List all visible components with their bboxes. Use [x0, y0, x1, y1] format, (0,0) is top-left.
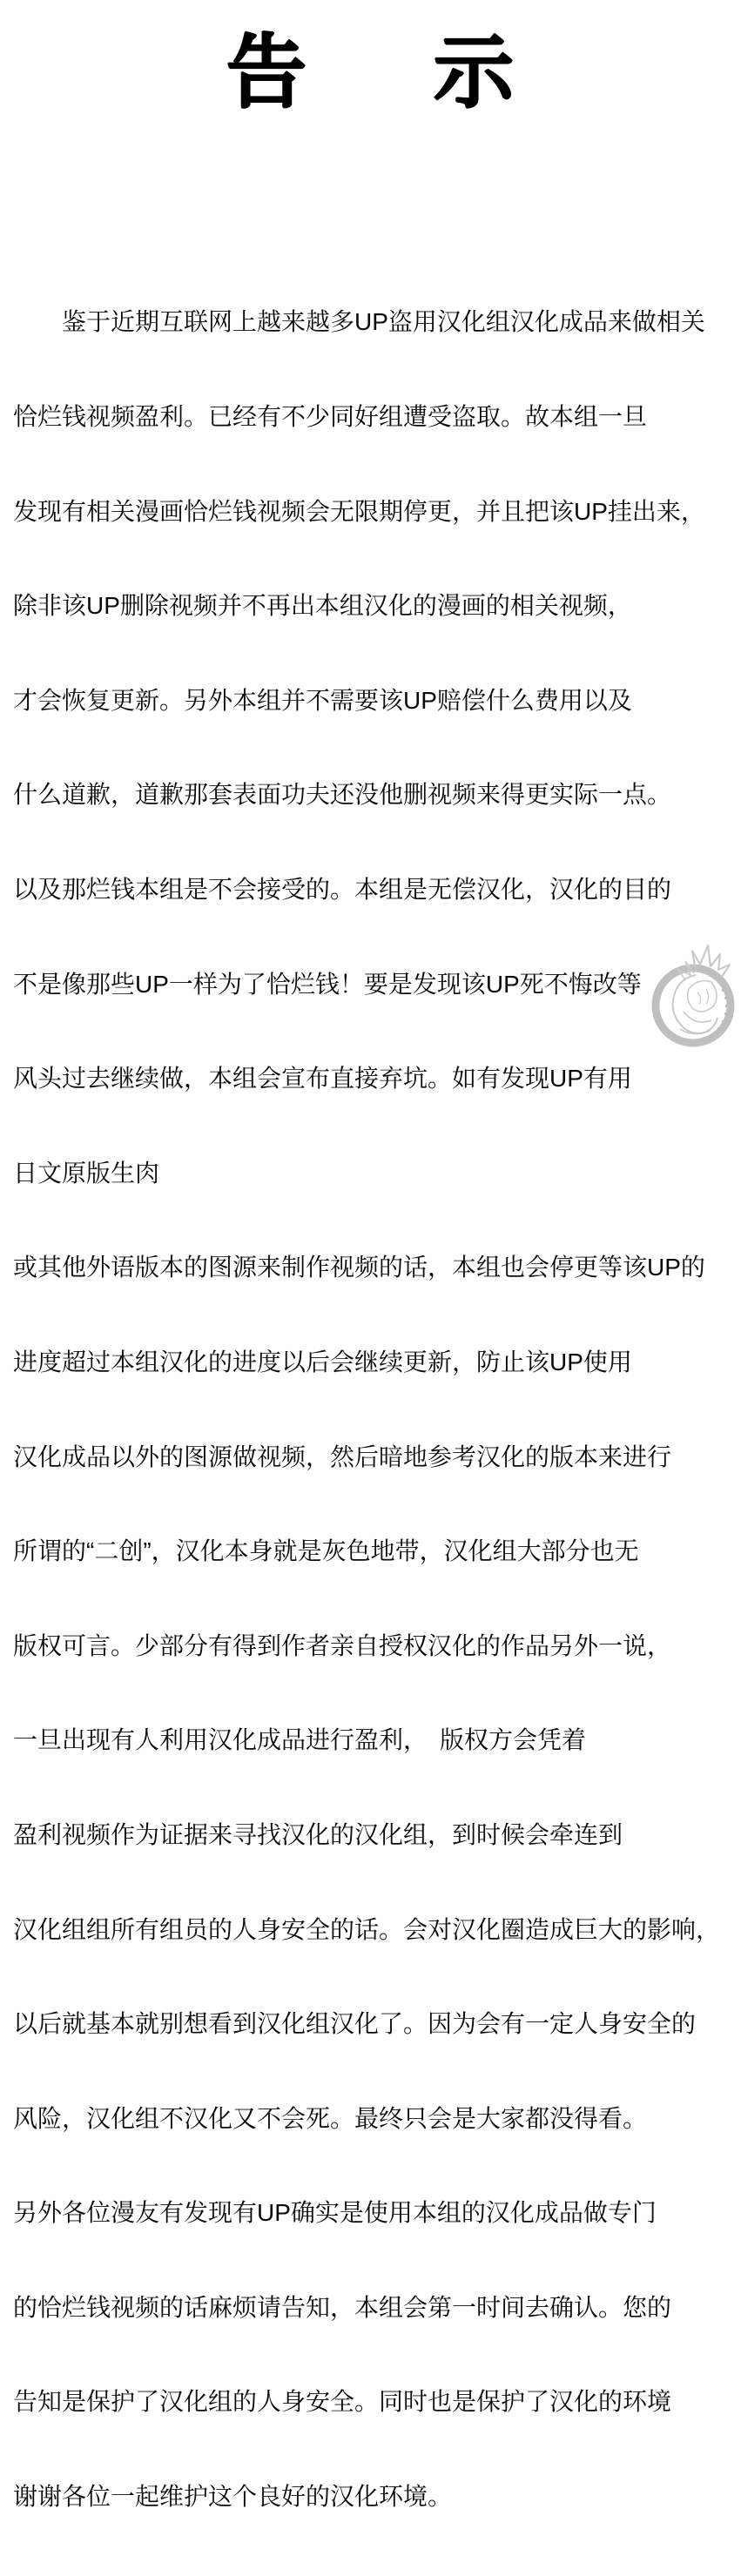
notice-line: 日文原版生肉	[13, 1159, 160, 1187]
notice-line: 恰烂钱视频盈利。已经有不少同好组遭受盗取。故本组一旦	[13, 403, 648, 430]
notice-line: 发现有相关漫画恰烂钱视频会无限期停更，并且把该UP挂出来，	[13, 497, 705, 525]
title-char-left: 告	[226, 29, 307, 118]
notice-line: 谢谢各位一起维护这个良好的汉化环境。	[13, 2483, 453, 2511]
notice-line: 不是像那些UP一样为了恰烂钱！要是发现该UP死不悔改等	[13, 970, 642, 998]
notice-line: 以后就基本就别想看到汉化组汉化了。因为会有一定人身安全的	[13, 2010, 697, 2038]
notice-line: 才会恢复更新。另外本组并不需要该UP赔偿什么费用以及	[13, 686, 632, 714]
notice-line: 风头过去继续做，本组会宣布直接弃坑。如有发现UP有用	[13, 1065, 632, 1093]
notice-line: 一旦出现有人利用汉化成品进行盈利， 版权方会凭着	[13, 1726, 587, 1754]
notice-line: 除非该UP删除视频并不再出本组汉化的漫画的相关视频，	[13, 592, 632, 620]
notice-line: 以及那烂钱本组是不会接受的。本组是无偿汉化，汉化的目的	[13, 875, 672, 903]
notice-line: 进度超过本组汉化的进度以后会继续更新，防止该UP使用	[13, 1348, 632, 1375]
notice-line: 所谓的“二创”，汉化本身就是灰色地带，汉化组大部分也无	[13, 1537, 639, 1565]
page-title	[0, 30, 740, 118]
notice-line: 鉴于近期互联网上越来越多UP盗用汉化组汉化成品来做相关	[13, 308, 705, 336]
notice-line: 另外各位漫友有发现有UP确实是使用本组的汉化成品做专门	[13, 2199, 657, 2227]
notice-line: 什么道歉，道歉那套表面功夫还没他删视频来得更实际一点。	[13, 781, 672, 809]
notice-body	[13, 244, 740, 2576]
notice-line: 汉化成品以外的图源做视频，然后暗地参考汉化的版本来进行	[13, 1443, 672, 1470]
notice-line: 版权可言。少部分有得到作者亲自授权汉化的作品另外一说，	[13, 1631, 672, 1659]
title-char-right: 示	[434, 29, 515, 118]
notice-line: 的恰烂钱视频的话麻烦请告知，本组会第一时间去确认。您的	[13, 2293, 672, 2321]
notice-line: 盈利视频作为证据来寻找汉化的汉化组，到时候会牵连到	[13, 1820, 623, 1848]
notice-line: 风险，汉化组不汉化又不会死。最终只会是大家都没得看。	[13, 2104, 648, 2132]
notice-line: 汉化组组所有组员的人身安全的话。会对汉化圈造成巨大的影响，	[13, 1915, 721, 1943]
notice-line: 告知是保护了汉化组的人身安全。同时也是保护了汉化的环境	[13, 2388, 672, 2416]
notice-line: 或其他外语版本的图源来制作视频的话，本组也会停更等该UP的	[13, 1254, 705, 1281]
